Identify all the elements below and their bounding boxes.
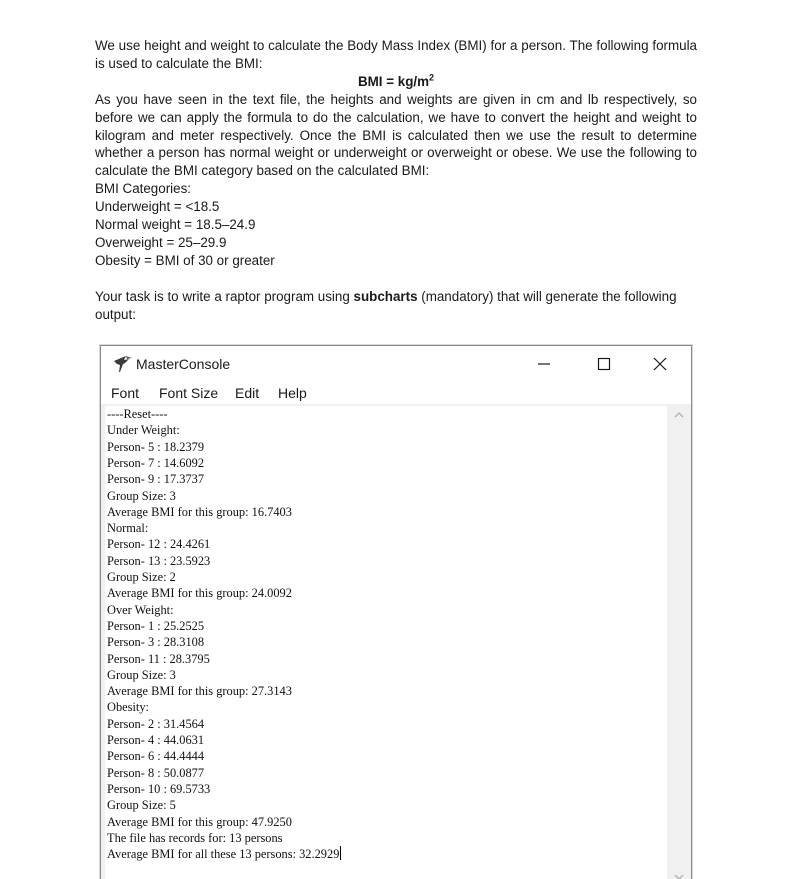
menu-help[interactable]: Help — [278, 385, 307, 401]
output-line: Person- 1 : 25.2525 — [107, 618, 205, 633]
output-line: Group Size: 2 — [107, 570, 176, 584]
output-line: Average BMI for this group: 16.7403 — [107, 504, 292, 519]
output-line: Person- 11 : 28.3795 — [107, 651, 210, 666]
output-line: Person- 10 : 69.5733 — [107, 781, 211, 796]
menu-font[interactable]: Font — [111, 385, 140, 401]
close-button[interactable] — [637, 346, 683, 382]
conversion-paragraph: As you have seen in the text file, the heights and weights are given in cm and lb respectively, so before we can apply the formula to do the calculation, we have to convert the height and weight to kilogram and meter respectively. Once the BMI is calculated then we use the result to determine whether a person has normal weight or underweight or overweight or obese. We use the following to calculate the BMI category based on the calculated BMI: — [95, 91, 697, 179]
output-line: Person- 3 : 28.3108 — [107, 635, 205, 650]
maximize-icon — [581, 346, 627, 382]
output-line: Person- 13 : 23.5923 — [107, 553, 211, 568]
output-line: Person- 9 : 17.3737 — [107, 472, 205, 487]
chevron-up-icon — [669, 406, 689, 424]
category-normal: Normal weight = 18.5–24.9 — [95, 217, 256, 233]
close-icon — [637, 346, 683, 382]
console-output[interactable] — [105, 406, 667, 879]
title-bar[interactable] — [101, 346, 691, 382]
output-line: Group Size: 3 — [107, 488, 176, 503]
output-line: Under Weight: — [107, 423, 180, 438]
output-line: Person- 4 : 44.0631 — [107, 733, 205, 747]
formula-exponent: 2 — [429, 72, 435, 83]
scroll-up-button[interactable] — [669, 406, 689, 424]
output-line: Person- 7 : 14.6092 — [107, 455, 205, 470]
output-line: Average BMI for this group: 27.3143 — [107, 684, 292, 699]
output-line: The file has records for: 13 persons — [107, 830, 283, 845]
output-line: Group Size: 5 — [107, 798, 176, 813]
output-line: Person- 5 : 18.2379 — [107, 439, 205, 454]
output-line: Average BMI for this group: 47.9250 — [107, 814, 292, 829]
output-line: Person- 2 : 31.4564 — [107, 716, 205, 731]
intro-paragraph: We use height and weight to calculate the Body Mass Index (BMI) for a person. The following formula is used to calculate the BMI: — [95, 38, 697, 71]
output-line: Group Size: 3 — [107, 667, 176, 682]
output-line: Person- 12 : 24.4261 — [107, 537, 211, 552]
bmi-formula — [95, 73, 697, 91]
output-line: Obesity: — [107, 700, 149, 715]
raptor-bird-icon — [113, 355, 133, 373]
task-subcharts-bold: subcharts — [353, 288, 418, 304]
category-overweight: Overweight = 25–29.9 — [95, 234, 227, 250]
task-text-end: (mandatory) that will generate the following output: — [95, 288, 677, 322]
category-underweight: Underweight = <18.5 — [95, 199, 220, 215]
menu-edit[interactable]: Edit — [235, 385, 260, 401]
output-line-text: Average BMI for all these 13 persons: 32.2929 — [107, 847, 340, 862]
maximize-button[interactable] — [581, 346, 627, 382]
window-title: MasterConsole — [136, 356, 231, 372]
vertical-scrollbar[interactable] — [669, 406, 689, 879]
text-cursor — [340, 846, 341, 860]
master-console-window — [100, 345, 692, 879]
minimize-button[interactable] — [521, 346, 567, 382]
output-line: Average BMI for this group: 24.0092 — [107, 586, 292, 601]
output-line: Person- 6 : 44.4444 — [107, 749, 205, 764]
task-paragraph — [95, 288, 697, 324]
document-body — [95, 37, 697, 324]
scroll-down-button[interactable] — [669, 868, 689, 879]
formula-text: BMI = kg/m — [357, 73, 430, 89]
output-line: Person- 8 : 50.0877 — [107, 765, 205, 780]
categories-heading: BMI Categories: — [95, 181, 192, 197]
paragraph-gap — [95, 270, 697, 288]
chevron-down-icon — [669, 868, 689, 879]
minimize-icon — [521, 346, 567, 382]
output-line: Normal: — [107, 521, 149, 536]
menu-bar — [101, 382, 691, 404]
category-obesity: Obesity = BMI of 30 or greater — [95, 252, 275, 268]
output-line: ----Reset---- — [107, 407, 168, 421]
menu-font-size[interactable]: Font Size — [159, 385, 219, 401]
task-text-start: Your task is to write a raptor program using — [95, 288, 354, 304]
output-last-line — [107, 846, 341, 862]
output-line: Over Weight: — [107, 602, 174, 617]
